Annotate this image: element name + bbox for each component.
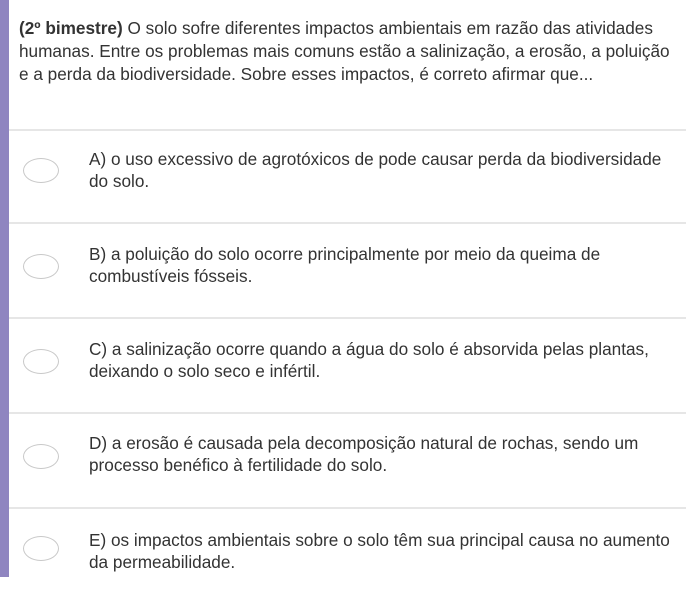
option-label: A) o uso excessivo de agrotóxicos de pode causar perda da biodiversidade do solo. [89, 149, 662, 191]
option-c[interactable] [9, 319, 686, 412]
radio-circle-icon[interactable] [23, 158, 59, 183]
option-label: E) os impactos ambientais sobre o solo têm sua principal causa no aumento da permeabilidade. [89, 530, 670, 572]
question-body: O solo sofre diferentes impactos ambientais em razão das atividades humanas. Entre os problemas mais comuns estão a salinização, a erosão, a poluição e a perda da biodiversidade. Sobre esses impactos, é correto afirmar que... [19, 18, 670, 84]
question-text [19, 17, 683, 86]
option-label: D) a erosão é causada pela decomposição natural de rochas, sendo um processo benéfico à fertilidade do solo. [89, 433, 639, 475]
option-b[interactable] [9, 224, 686, 317]
accent-bar [0, 0, 9, 577]
radio-circle-icon[interactable] [23, 254, 59, 279]
question-prefix: (2º bimestre) [19, 18, 123, 38]
option-label: B) a poluição do solo ocorre principalmente por meio da queima de combustíveis fósseis. [89, 244, 601, 286]
option-label: C) a salinização ocorre quando a água do solo é absorvida pelas plantas, deixando o solo seco e infértil. [89, 339, 649, 381]
radio-circle-icon[interactable] [23, 349, 59, 374]
option-a[interactable] [9, 131, 686, 224]
radio-circle-icon[interactable] [23, 444, 59, 469]
option-e[interactable] [9, 509, 686, 602]
radio-circle-icon[interactable] [23, 536, 59, 561]
option-d[interactable] [9, 414, 686, 507]
